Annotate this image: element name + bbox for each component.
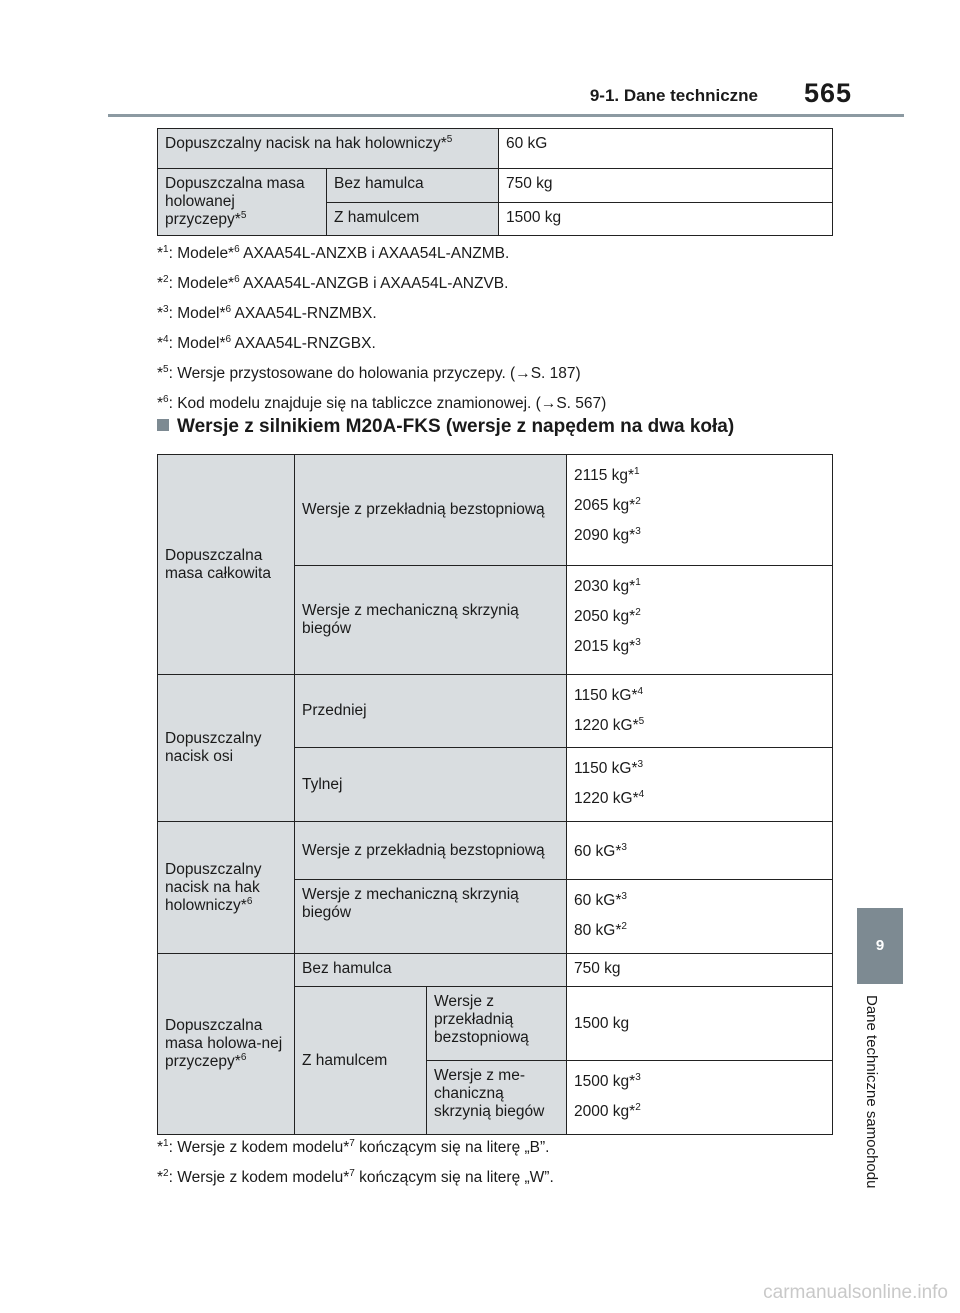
- hitch-load-label: Dopuszczalny nacisk na hak holowniczy*$^5$: [158, 129, 499, 169]
- hitch-manual-values: 60 kG*$^3$ 80 kG*$^2$: [567, 880, 833, 954]
- section-heading: Wersje z silnikiem M20A-FKS (wersje z napędem na dwa koła): [157, 416, 734, 438]
- with-brake-label: Z hamulcem: [295, 987, 427, 1135]
- no-brake-value: 750 kg: [567, 954, 833, 987]
- no-brake-label: Bez hamulca: [295, 954, 567, 987]
- brake-manual-values: 1500 kg*$^3$ 2000 kg*$^2$: [567, 1061, 833, 1135]
- footnote: *$^1$: Modele*$^6$ AXAA54L-ANZXB i AXAA54L-ANZMB.: [157, 244, 510, 262]
- header-divider: [108, 114, 904, 117]
- hitch-load-label: Dopuszczalny nacisk na hak holowniczy*$^6$: [158, 822, 295, 954]
- manual-label: Wersje z mechaniczną skrzynią biegów: [295, 566, 567, 675]
- footnote: *$^3$: Model*$^6$ AXAA54L-RNZMBX.: [157, 304, 377, 322]
- square-bullet-icon: [157, 419, 169, 431]
- section-title: 9-1. Dane techniczne: [589, 86, 758, 105]
- footnote: *$^1$: Wersje z kodem modelu*$^7$ kończącym się na literę „B”.: [157, 1138, 550, 1156]
- footnote: *$^6$: Kod modelu znajduje się na tabliczce znamionowej. (→S. 567): [157, 394, 607, 412]
- weights-table: [157, 454, 833, 1135]
- brake-cvt-value: 1500 kg: [567, 987, 833, 1061]
- rear-axle-label: Tylnej: [295, 748, 567, 822]
- no-brake-label: Bez hamulca: [327, 169, 499, 203]
- gross-manual-values: 2030 kg*$^1$ 2050 kg*$^2$ 2015 kg*$^3$: [567, 566, 833, 675]
- brake-value: 1500 kg: [499, 202, 833, 236]
- watermark: carmanualsonline.info: [763, 1282, 948, 1303]
- towing-table: [157, 128, 833, 236]
- front-axle-label: Przedniej: [295, 675, 567, 748]
- footnote: *$^5$: Wersje przystosowane do holowania przyczepy. (→S. 187): [157, 364, 581, 382]
- chapter-label: Dane techniczne samochodu: [863, 995, 880, 1189]
- trailer-mass-label: Dopuszczalna masa holowanej przyczepy*$^5$: [158, 169, 327, 236]
- cvt-label: Wersje z przekładnią bezstopniową: [295, 455, 567, 566]
- page-header: [108, 70, 904, 118]
- hitch-cvt-label: Wersje z przekładnią bezstopniową: [295, 822, 567, 880]
- hitch-manual-label: Wersje z mechaniczną skrzynią biegów: [295, 880, 567, 954]
- front-axle-values: 1150 kG*$^4$ 1220 kG*$^5$: [567, 675, 833, 748]
- footnote: *$^4$: Model*$^6$ AXAA54L-RNZGBX.: [157, 334, 376, 352]
- no-brake-value: 750 kg: [499, 169, 833, 203]
- hitch-load-value: 60 kG: [499, 129, 833, 169]
- page-number: 565: [803, 78, 852, 108]
- trailer-mass-label: Dopuszczalna masa holowa-nej przyczepy*$^6$: [158, 954, 295, 1135]
- gross-cvt-values: 2115 kg*$^1$ 2065 kg*$^2$ 2090 kg*$^3$: [567, 455, 833, 566]
- brake-manual-label: Wersje z me-chaniczną skrzynią biegów: [427, 1061, 567, 1135]
- brake-label: Z hamulcem: [327, 202, 499, 236]
- footnotes-models: [157, 245, 606, 425]
- footnote: *$^2$: Wersje z kodem modelu*$^7$ kończącym się na literę „W”.: [157, 1168, 554, 1186]
- brake-cvt-label: Wersje z przekładnią bezstopniową: [427, 987, 567, 1061]
- footnotes-model-codes: [157, 1139, 554, 1199]
- gross-mass-label: Dopuszczalna masa całkowita: [158, 455, 295, 675]
- footnote: *$^2$: Modele*$^6$ AXAA54L-ANZGB i AXAA54L-ANZVB.: [157, 274, 509, 292]
- rear-axle-values: 1150 kG*$^3$ 1220 kG*$^4$: [567, 748, 833, 822]
- chapter-tab[interactable]: 9: [857, 908, 903, 984]
- hitch-cvt-values: 60 kG*$^3$: [567, 822, 833, 880]
- axle-load-label: Dopuszczalny nacisk osi: [158, 675, 295, 822]
